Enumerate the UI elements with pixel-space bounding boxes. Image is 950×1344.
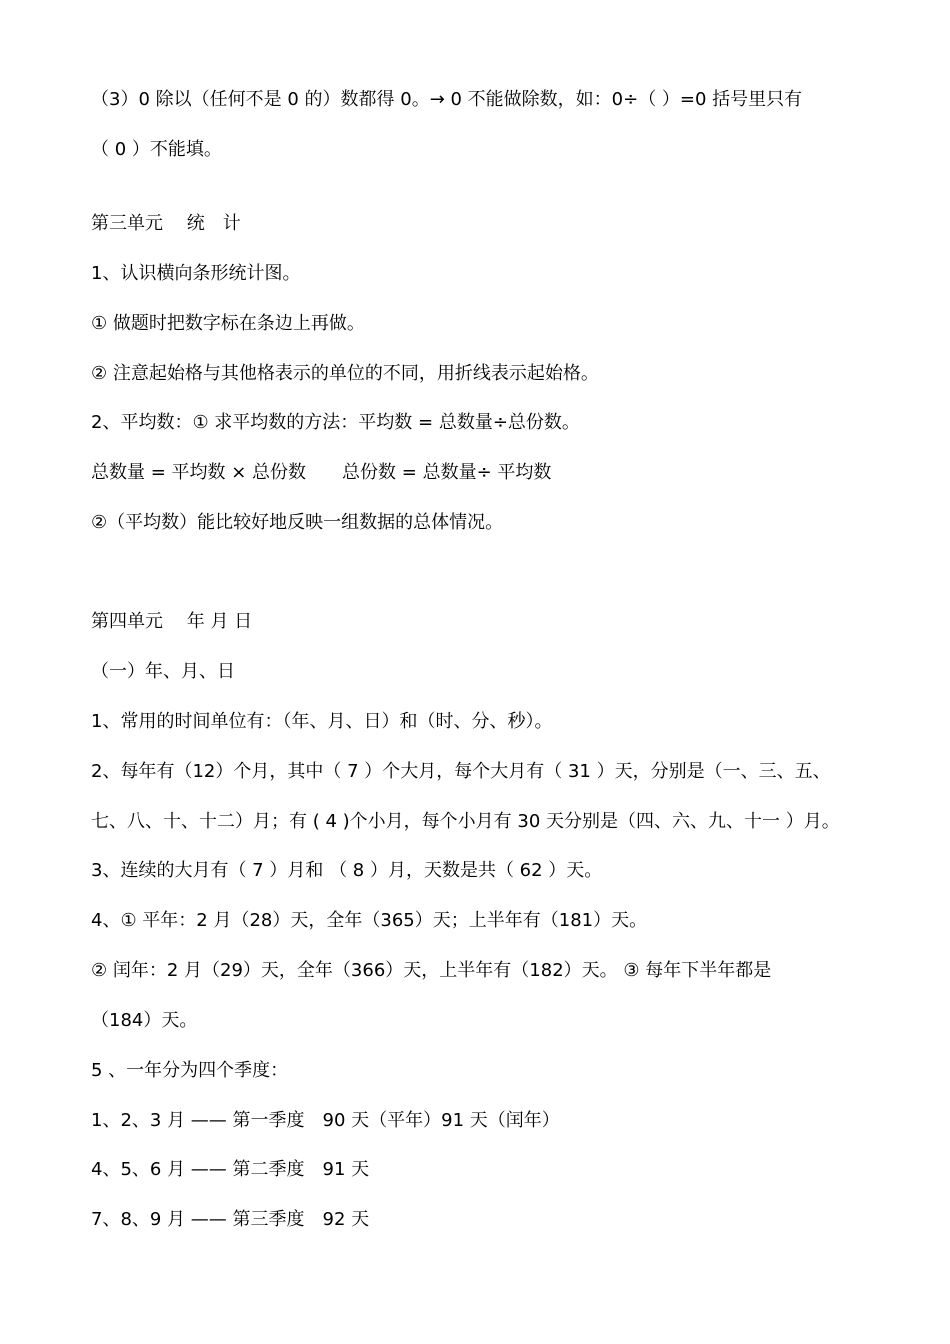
text-line-average-method: 2、平均数：① 求平均数的方法：平均数 = 总数量÷总份数。 — [91, 412, 580, 433]
text-line-bar-chart: 1、认识横向条形统计图。 — [91, 263, 301, 284]
text-line-zero-division: （3）0 除以（任何不是 0 的）数都得 0。→ 0 不能做除数，如：0÷（ ）=0 括号里只有 — [91, 89, 803, 110]
text-line-quarter-3: 7、8、9 月 —— 第三季度 92 天 — [91, 1209, 370, 1230]
subsection-heading-year-month-day: （一）年、月、日 — [91, 661, 235, 682]
text-line-months: 2、每年有（12）个月，其中（ 7 ）个大月，每个大月有（ 31 ）天，分别是（一、三、五、 — [91, 761, 831, 782]
text-line-time-units: 1、常用的时间单位有：（年、月、日）和（时、分、秒）。 — [91, 711, 553, 732]
text-line-average-formulas: 总数量 = 平均数 × 总份数 总份数 = 总数量÷ 平均数 — [91, 462, 552, 483]
text-line-quarter-2: 4、5、6 月 —— 第二季度 91 天 — [91, 1159, 370, 1180]
text-line-average-meaning: ②（平均数）能比较好地反映一组数据的总体情况。 — [91, 512, 504, 533]
text-line-leap-year: ② 闰年：2 月（29）天，全年（366）天，上半年有（182）天。 ③ 每年下半年都是 — [91, 960, 772, 981]
text-line-quarters-intro: 5 、一年分为四个季度： — [91, 1060, 289, 1081]
text-line-consecutive-big-months: 3、连续的大月有（ 7 ）月和 （ 8 ）月，天数是共（ 62 ）天。 — [91, 860, 603, 881]
text-line-second-half-days: （184）天。 — [91, 1010, 198, 1031]
text-line-bar-chart-tip-2: ② 注意起始格与其他格表示的单位的不同，用折线表示起始格。 — [91, 363, 599, 384]
text-line-zero-division-cont: （ 0 ）不能填。 — [91, 139, 222, 160]
section-heading-unit-4: 第四单元 年 月 日 — [91, 611, 253, 632]
text-line-months-cont: 七、八、十、十二）月；有 ( 4 )个小月，每个小月有 30 天分别是（四、六、九、十一 ）月。 — [91, 811, 840, 832]
text-line-quarter-1: 1、2、3 月 —— 第一季度 90 天（平年）91 天（闰年） — [91, 1110, 560, 1131]
section-heading-unit-3: 第三单元 统 计 — [91, 213, 241, 234]
text-line-common-year: 4、① 平年：2 月（28）天，全年（365）天；上半年有（181）天。 — [91, 910, 648, 931]
text-line-bar-chart-tip-1: ① 做题时把数字标在条边上再做。 — [91, 313, 365, 334]
